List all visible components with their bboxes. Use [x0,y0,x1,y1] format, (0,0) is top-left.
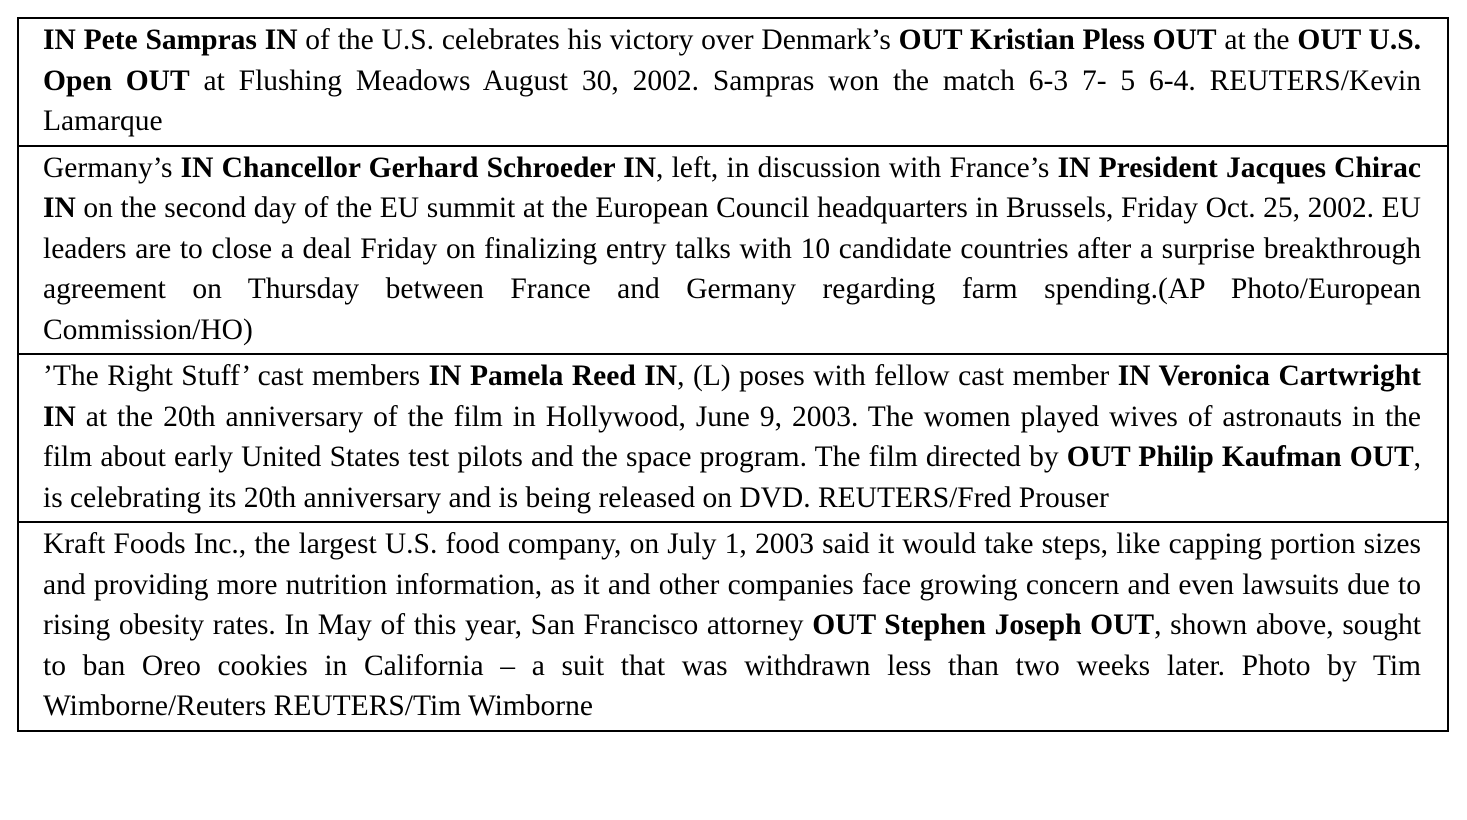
caption-text: , is celebrating its 20th anniversary and is being released on DVD. REUTERS/Fred Prouser [43,441,1421,514]
caption-cell [18,354,1448,522]
entity-label: OUT Stephen Joseph OUT [812,609,1155,641]
caption-text: Germany’s [43,151,181,184]
caption-text: ’The Right Stuff’ cast members [43,360,429,392]
caption-text: of the U.S. celebrates his victory over Denmark’s [297,24,899,56]
caption-text: , (L) poses with fellow cast member [677,360,1118,392]
caption-table [17,17,1449,732]
entity-label: IN Pete Sampras IN [43,24,298,56]
entity-label: IN Pamela Reed IN [428,360,678,392]
caption-text: , left, in discussion with France’s [656,151,1058,184]
entity-label: IN President Jacques Chirac IN [43,151,1421,224]
caption-text: , shown above, sought to ban Oreo cookies in California – a suit that was withdrawn less than two weeks later. Photo by Tim Wimborne/Reuters REUTERS/Tim Wimborne [43,609,1421,722]
caption-text: on the second day of the EU summit at the European Council headquarters in Brussels, Friday Oct. 25, 2002. EU leaders are to close a deal Friday on finalizing entry talks with 10 candidate countries after a surprise breakthrough agreement on Thursday between France and Germany regarding farm spending.(AP Photo/European Commission/HO) [43,192,1421,346]
caption-row [18,18,1448,146]
caption-text: at the 20th anniversary of the film in Hollywood, June 9, 2003. The women played wives of astronauts in the film about early United States test pilots and the space program. The film directed by [43,400,1421,473]
entity-label: OUT Kristian Pless OUT [898,24,1217,56]
entity-label: OUT Philip Kaufman OUT [1066,441,1414,473]
caption-cell [18,18,1448,146]
entity-label: IN Veronica Cartwright IN [43,360,1421,433]
caption-text: at Flushing Meadows August 30, 2002. Sampras won the match 6-3 7- 5 6-4. REUTERS/Kevin Lamarque [43,64,1422,137]
caption-text: at the [1216,24,1298,56]
caption-cell [18,146,1448,355]
caption-text: Kraft Foods Inc., the largest U.S. food company, on July 1, 2003 said it would take steps, like capping portion sizes and providing more nutrition information, as it and other companies face growing concern and even lawsuits due to rising obesity rates. In May of this year, San Francisco attorney [43,528,1421,641]
entity-label: IN Chancellor Gerhard Schroeder IN [180,151,657,184]
caption-row [18,146,1448,355]
entity-label: OUT U.S. Open OUT [43,24,1421,97]
caption-row [18,354,1448,522]
caption-cell [18,522,1448,731]
caption-row [18,522,1448,731]
